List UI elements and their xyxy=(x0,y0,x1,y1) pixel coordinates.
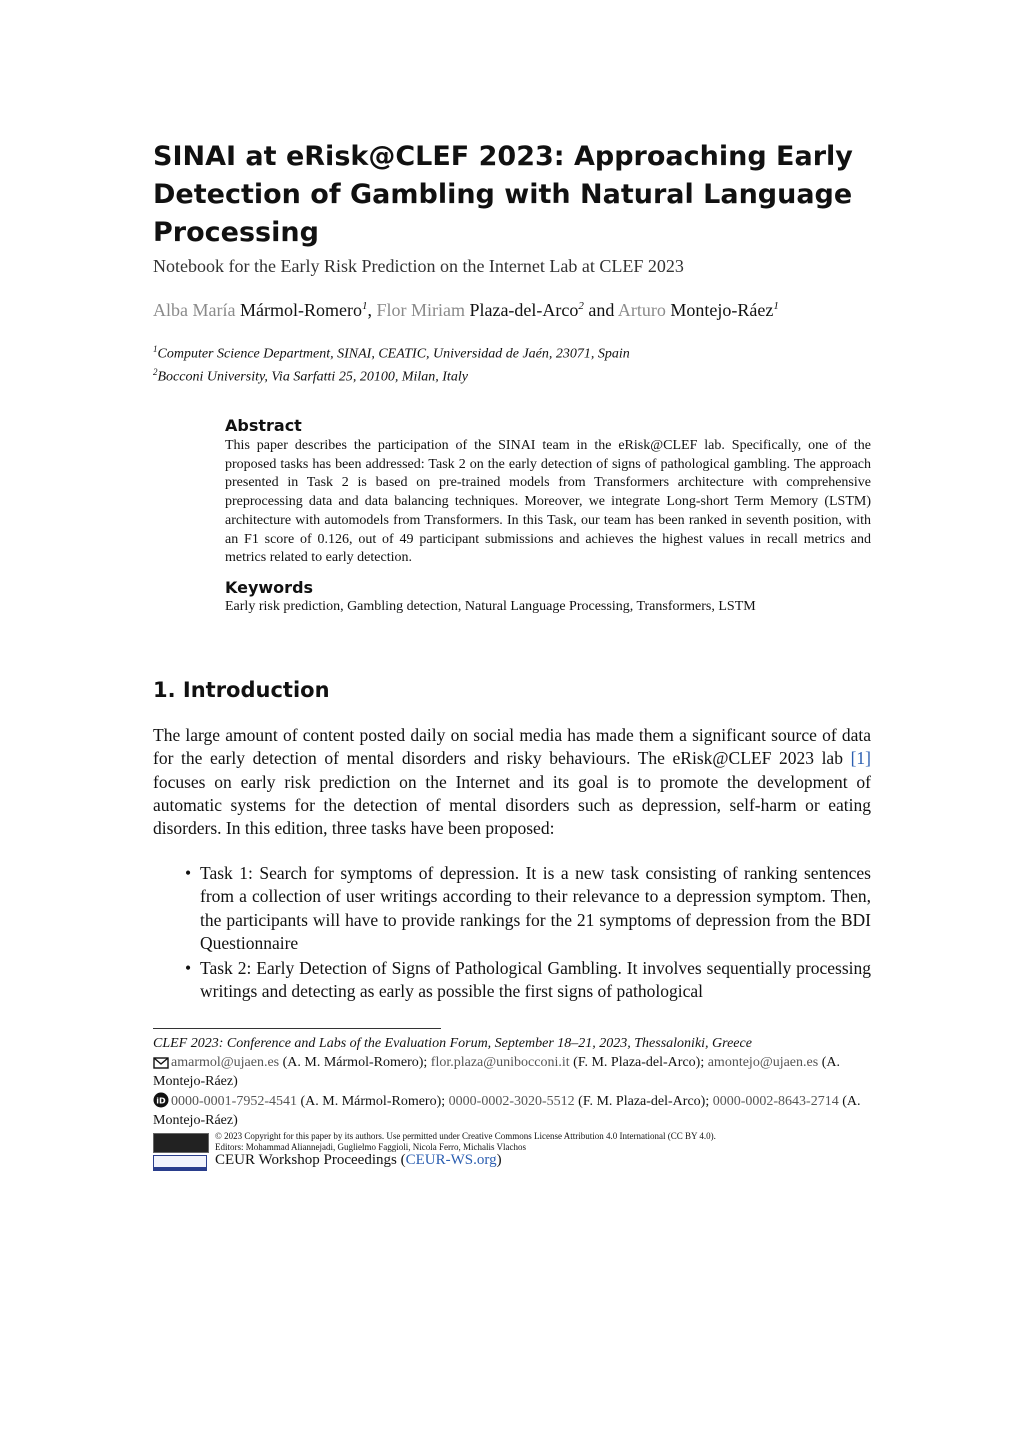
orcid-name-1: (A. M. Mármol-Romero); xyxy=(297,1094,449,1109)
keywords-heading: Keywords xyxy=(225,577,314,597)
affiliation-2-text: Bocconi University, Via Sarfatti 25, 20100, Milan, Italy xyxy=(157,369,468,385)
email-name-1: (A. M. Mármol-Romero); xyxy=(279,1055,431,1070)
email-name-2: (F. M. Plaza-del-Arco); xyxy=(569,1055,708,1070)
citation-link[interactable]: [1] xyxy=(850,748,871,769)
editors-text: Editors: Mohammad Aliannejadi, Guglielmo Faggioli, Nicola Ferro, Michalis Vlachos xyxy=(215,1142,527,1152)
task-1-text: Task 1: Search for symptoms of depression. It is a new task consisting of ranking sentences from a collection of user writings according to their relevance to a depression symptom. Then, the participants will have to provide rankings for the 21 symptoms of depression from the BDI Questionnaire xyxy=(200,863,871,953)
affiliation-1-text: Computer Science Department, SINAI, CEATIC, Universidad de Jaén, 23071, Spain xyxy=(157,346,630,362)
paper-subtitle: Notebook for the Early Risk Prediction on the Internet Lab at CLEF 2023 xyxy=(153,256,684,276)
abstract-text: This paper describes the participation of the SINAI team in the eRisk@CLEF lab. Specifically, one of the proposed tasks has been addressed: Task 2 on the early detection of signs of pathological gambling. The approach presented in Task 2 is based on pre-trained models from Transformers architecture with comprehensive preprocessing data and data balancing techniques. Moreover, we integrate Long-short Term Memory (LSTM) architecture with automodels from Transformers. In this Task, our team has been ranked in seventh position, with an F1 score of 0.126, out of 49 participant submissions and achieves the highest values in recall metrics and metrics related to early detection. xyxy=(225,438,871,566)
license-text xyxy=(215,1131,871,1153)
author-1-given: Alba María xyxy=(153,300,236,320)
orcid-link-1[interactable]: 0000-0001-7952-4541 xyxy=(171,1094,297,1109)
email-link-1[interactable]: amarmol@ujaen.es xyxy=(171,1055,280,1070)
list-item xyxy=(153,957,871,1004)
envelope-icon xyxy=(153,1055,169,1069)
author-2-family: Plaza-del-Arco xyxy=(469,300,579,320)
author-sep: , xyxy=(367,300,372,320)
ceur-link[interactable]: CEUR-WS.org xyxy=(405,1152,497,1168)
ceur-close: ) xyxy=(496,1152,502,1168)
author-3-given: Arturo xyxy=(617,300,666,320)
ceur-text xyxy=(215,1152,502,1169)
bullet-icon: • xyxy=(185,958,192,979)
paper-title: SINAI at eRisk@CLEF 2023: Approaching Early Detection of Gambling with Natural Language Processing xyxy=(153,141,853,248)
author-1-sup: 1 xyxy=(361,300,368,312)
author-3-family: Montejo-Ráez xyxy=(670,300,774,320)
footnote-orcids xyxy=(153,1092,871,1130)
introduction-paragraph xyxy=(153,724,871,840)
affiliation-1-sup: 1 xyxy=(153,344,158,354)
affiliation-2 xyxy=(153,367,468,386)
cc-by-license-icon xyxy=(153,1133,209,1153)
ceur-label: CEUR Workshop Proceedings ( xyxy=(215,1152,406,1168)
task-list xyxy=(153,862,871,1006)
orcid-link-2[interactable]: 0000-0002-3020-5512 xyxy=(448,1094,575,1109)
author-2-given: Flor Miriam xyxy=(376,300,465,320)
email-link-3[interactable]: amontejo@ujaen.es xyxy=(707,1055,819,1070)
orcid-name-2: (F. M. Plaza-del-Arco); xyxy=(574,1094,713,1109)
abstract-heading: Abstract xyxy=(225,416,302,435)
ceur-logo-icon xyxy=(153,1155,207,1171)
orcid-link-3[interactable]: 0000-0002-8643-2714 xyxy=(712,1094,839,1109)
task-2-text: Task 2: Early Detection of Signs of Pathological Gambling. It involves sequentially processing writings and detecting as early as possible the first signs of pathological xyxy=(200,958,871,1002)
abstract-section xyxy=(225,416,871,615)
intro-text-after: focuses on early risk prediction on the Internet and its goal is to promote the development of automatic systems for the detection of mental disorders such as depression, self-harm or eating disorders. In this edition, three tasks have been proposed: xyxy=(153,771,871,839)
footnote-emails xyxy=(153,1054,871,1091)
introduction-heading: 1. Introduction xyxy=(153,678,330,702)
author-list xyxy=(153,300,779,321)
author-and: and xyxy=(588,300,615,320)
list-item xyxy=(153,862,871,955)
orcid-name-3: (A. Montejo-Ráez) xyxy=(153,1094,861,1128)
copyright-text: © 2023 Copyright for this paper by its authors. Use permitted under Creative Commons License Attribution 4.0 International (CC BY 4.0). xyxy=(215,1131,716,1141)
svg-text:iD: iD xyxy=(156,1096,166,1106)
footnote-conference: CLEF 2023: Conference and Labs of the Evaluation Forum, September 18–21, 2023, Thessaloniki, Greece xyxy=(153,1036,752,1051)
author-1-family: Mármol-Romero xyxy=(239,300,362,320)
affiliation-1 xyxy=(153,344,630,363)
author-3-sup: 1 xyxy=(773,300,779,312)
email-name-3: (A. Montejo-Ráez) xyxy=(153,1055,840,1089)
footnote-divider xyxy=(153,1028,441,1029)
orcid-icon xyxy=(153,1092,169,1108)
bullet-icon: • xyxy=(185,863,192,883)
author-2-sup: 2 xyxy=(578,300,584,312)
affiliation-2-sup: 2 xyxy=(153,367,158,377)
keywords-text: Early risk prediction, Gambling detection, Natural Language Processing, Transformers, LSTM xyxy=(225,598,756,614)
intro-text-before: The large amount of content posted daily on social media has made them a significant source of data for the early detection of mental disorders and risky behaviours. The eRisk@CLEF 2023 lab xyxy=(153,725,871,769)
email-link-2[interactable]: flor.plaza@unibocconi.it xyxy=(430,1055,570,1070)
